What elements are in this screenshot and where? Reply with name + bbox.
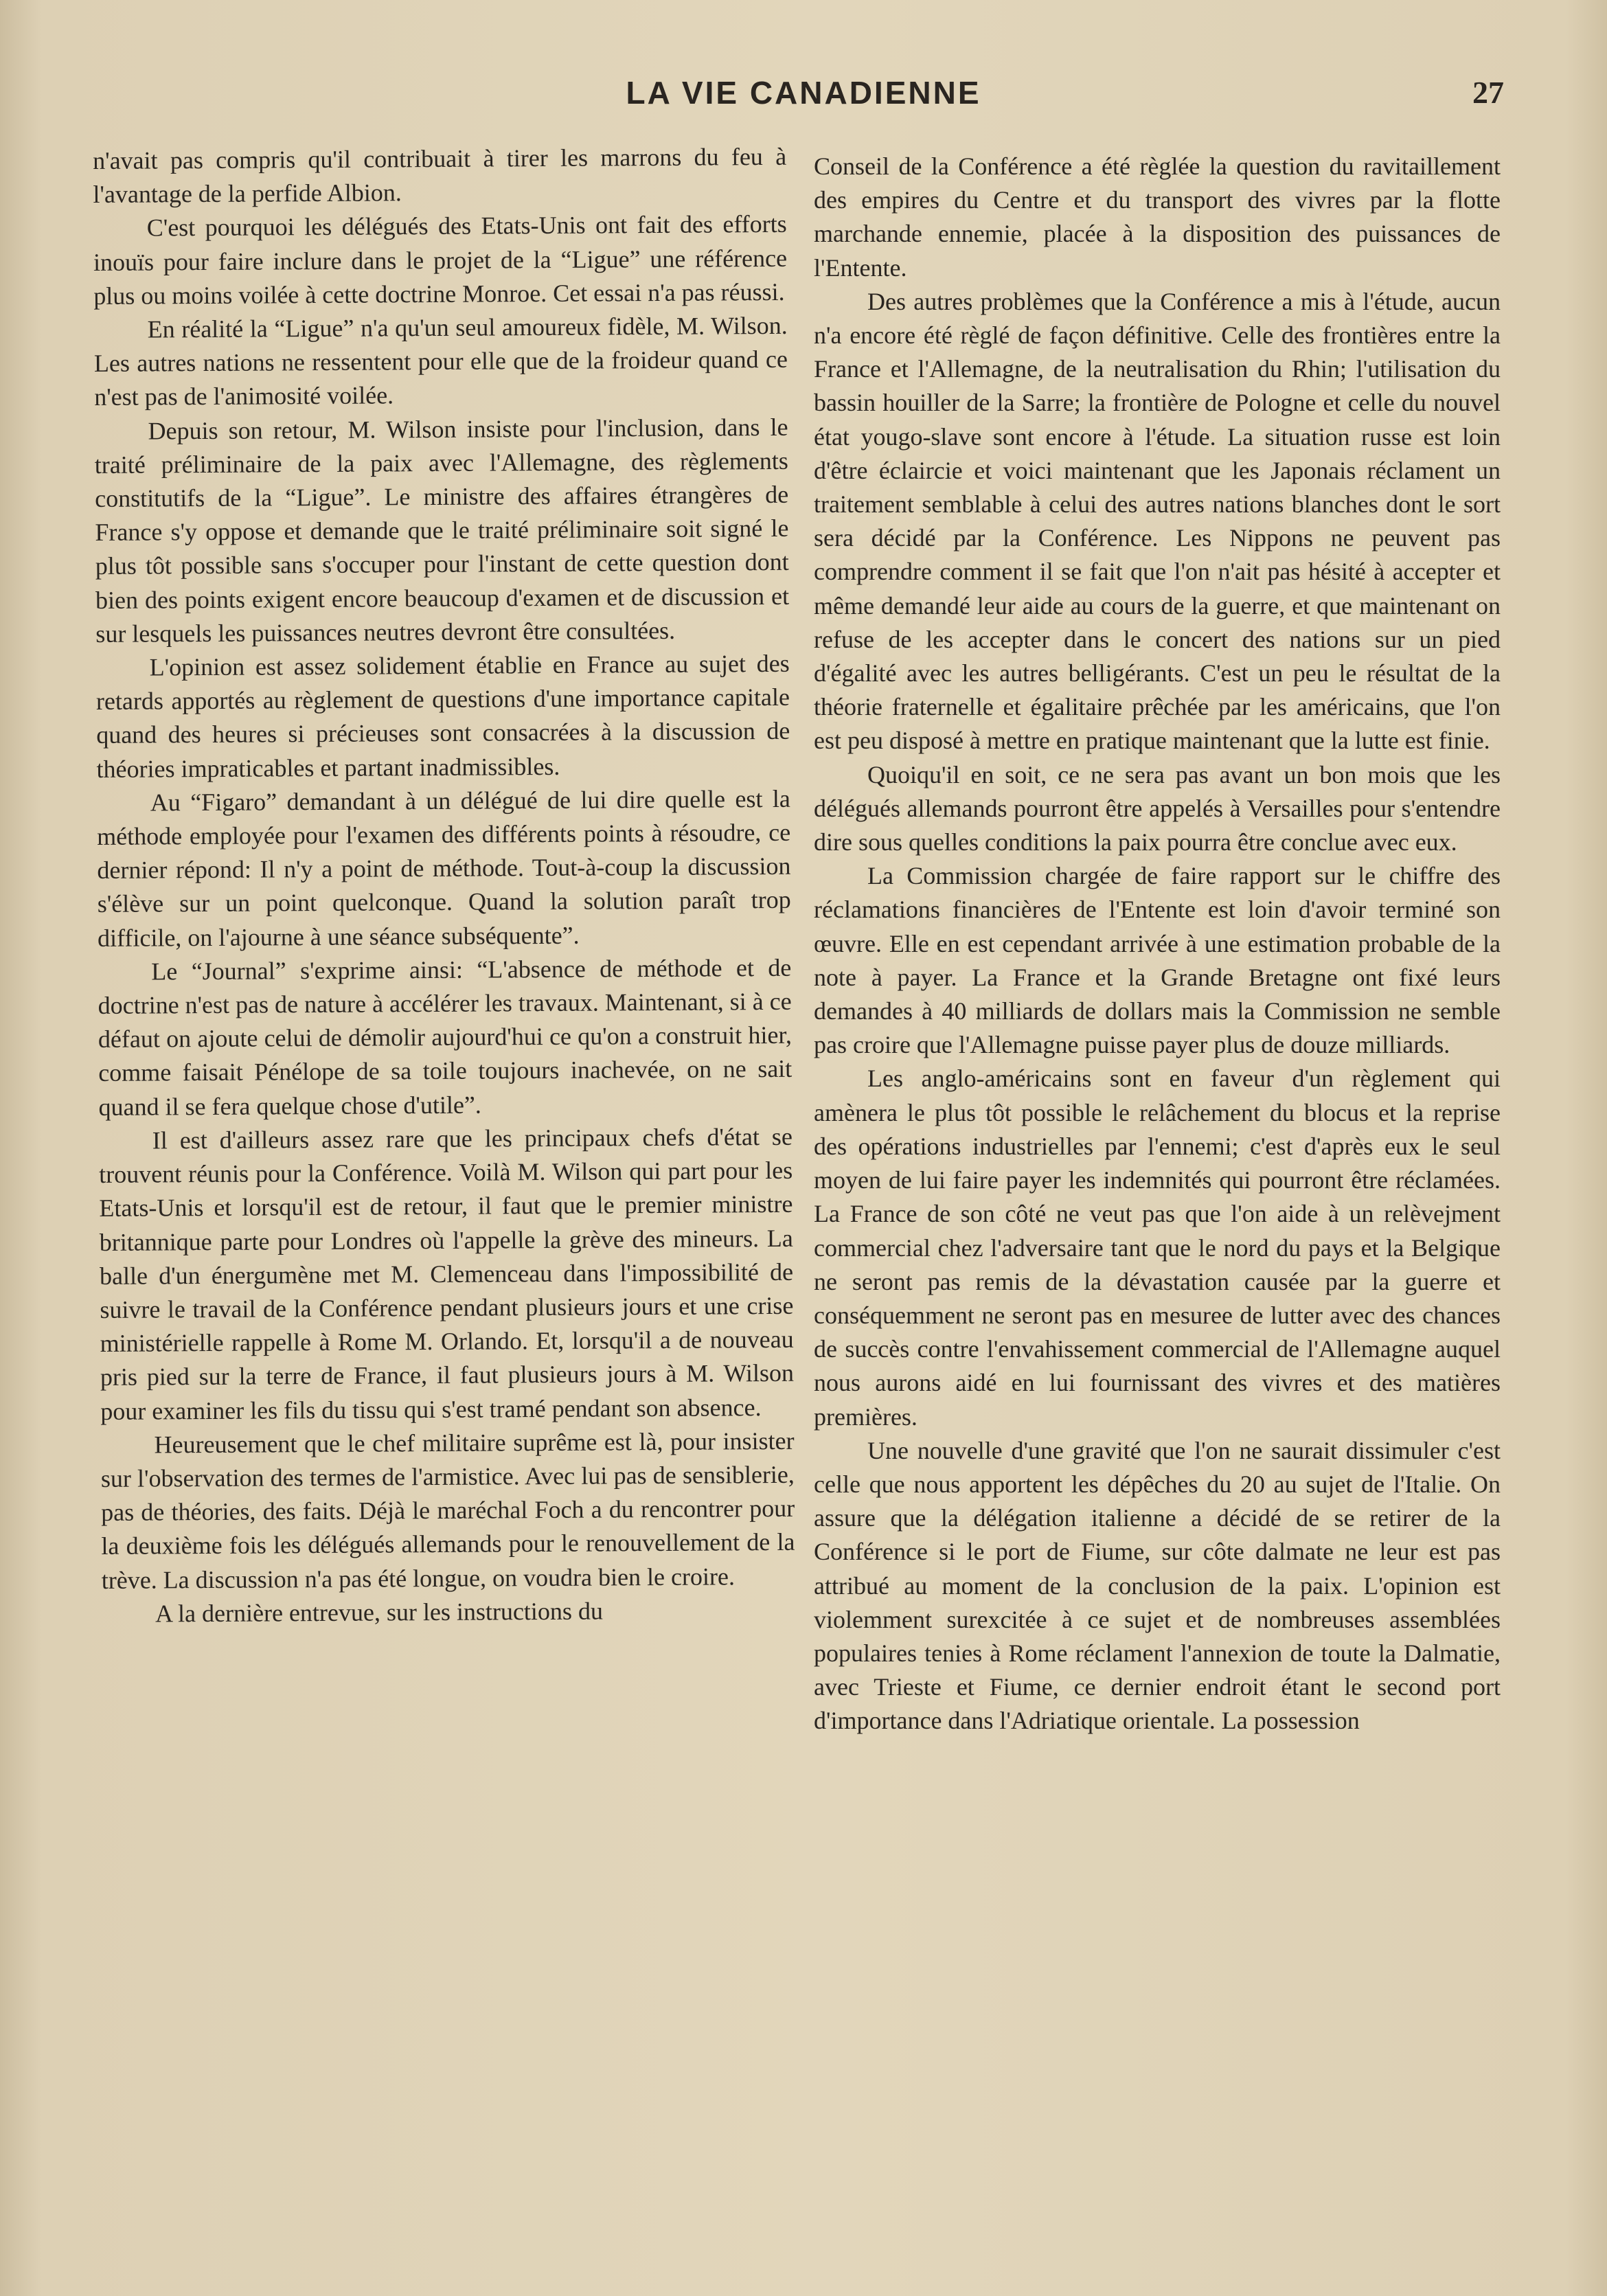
left-column xyxy=(93,140,799,2177)
right-column xyxy=(814,150,1501,2183)
paragraph: C'est pourquoi les délégués des Etats-Unis ont fait des efforts inouïs pour faire inclure dans le projet de la “Ligue” une référence plus ou moins voilée à cette doctrine Monroe. Cet essai n'a pas réussi. xyxy=(93,210,788,310)
paragraph: Au “Figaro” demandant à un délégué de lui dire quelle est la méthode employée pour l'examen des différents points à résoudre, ce dernier répond: Il n'y a point de méthode. Tout-à-coup la discussion s'élève sur un point quelconque. Quand la solution paraît trop difficile, on l'ajourne à une séance subséquente”. xyxy=(97,784,791,952)
paragraph: n'avait pas compris qu'il contribuait à tirer les marrons du feu à l'avantage de la perfide Albion. xyxy=(93,142,787,209)
paragraph: L'opinion est assez solidement établie en France au sujet des retards apportés au règlement de questions d'une importance capitale quand des heures si précieuses sont consacrées à la discussion de théories impraticables et partant inadmissibles. xyxy=(95,649,790,783)
paragraph: Une nouvelle d'une gravité que l'on ne saurait dissimuler c'est celle que nous apportent les dépêches du 20 au sujet de l'Italie. On assure que la délégation italienne a décidé de se retirer de la Conférence si le port de Fiume, sur côte dalmate ne leur est pas attribué au moment de la conclusion de la paix. L'opinion est violemment surexcitée à ce sujet et de nombreuses assemblées populaires tenies à Rome réclament l'annexion de toute la Dalmatie, avec Trieste et Fiume, ce dernier endroit étant le second port d'importance dans l'Adriatique orientale. La possession xyxy=(814,1436,1501,1735)
paragraph: Conseil de la Conférence a été règlée la question du ravitaillement des empires du Centre et du transport des vivres par la flotte marchande ennemie, placée à la disposition des puissances de l'Entente. xyxy=(814,152,1501,282)
paragraph: Les anglo-américains sont en faveur d'un règlement qui amènera le plus tôt possible le relâchement du blocus et la reprise des opérations industrielles par l'ennemi; c'est d'après eux le seul moyen de lui faire payer les indemnités qui pourront être réclamées. La France de son côté ne veut pas que l'on aide à un relèvejment commercial chez l'adversaire tant que le nord du pays et la Belgique ne seront pas remis de la dévastation causée par la guerre et conséquemment ne seront pas en mesuree de lutter avec des chances de succès contre l'envahissement commercial de l'Allemagne auquel nous aurons aidé en lui fournissant des vivres et des matières premières. xyxy=(814,1065,1501,1431)
paragraph: Depuis son retour, M. Wilson insiste pour l'inclusion, dans le traité préliminaire de la paix avec l'Allemagne, des règlements constitutifs de la “Ligue”. Le ministre des affaires étrangères de France s'y oppose et demande que le traité préliminaire soit signé le plus tôt possible sans s'occuper pour l'instant de cette question dont bien des points exigent encore beaucoup d'examen et de discussion et sur lesquels les puissances neutres devront être consultées. xyxy=(94,413,790,648)
paragraph: A la dernière entrevue, sur les instructions du xyxy=(155,1597,604,1628)
page-number: 27 xyxy=(1472,75,1504,110)
page-header xyxy=(0,74,1607,129)
paragraph: Heureusement que le chef militaire suprême est là, pour insister sur l'observation des termes de l'armistice. Avec lui pas de sensiblerie, pas de théories, des faits. Déjà le maréchal Foch a du rencontrer pour la deuxième fois les délégués allemands pour le renouvellement de la trève. La discussion n'a pas été longue, on voudra bien le croire. xyxy=(100,1427,795,1594)
running-title: LA VIE CANADIENNE xyxy=(626,75,981,111)
paragraph: Quoiqu'il en soit, ce ne sera pas avant un bon mois que les délégués allemands pourront être appelés à Versailles pour s'entendre dire sous quelles conditions la paix pourra être conclue avec eux. xyxy=(814,760,1501,856)
paragraph: Des autres problèmes que la Conférence a mis à l'étude, aucun n'a encore été règlé de façon définitive. Celle des frontières entre la France et l'Allemagne, de la neutralisation du Rhin; l'utilisation du bassin houiller de la Sarre; la frontière de Pologne et celle du nouvel état yougo-slave sont encore à l'étude. La situation russe est loin d'être éclaircie et voici maintenant que les Japonais réclament un traitement semblable à celui des autres nations blanches dont le sort sera décidé par la Conférence. Les Nippons ne peuvent pas comprendre comment il se fait que l'on n'ait pas hésité à accepter et même demandé leur aide au cours de la guerre, et que maintenant on refuse de les accepter dans le concert des nations sur un pied d'égalité avec les autres belligérants. C'est un peu le résultat de la théorie fraternelle et égalitaire prêchée par les américains, que l'on est peu disposé à mettre en pratique maintenant que la lutte est finie. xyxy=(814,287,1501,755)
paragraph: En réalité la “Ligue” n'a qu'un seul amoureux fidèle, M. Wilson. Les autres nations ne ressentent pour elle que de la froideur quand ce n'est pas de l'animosité voilée. xyxy=(93,311,788,411)
paragraph: Le “Journal” s'exprime ainsi: “L'absence de méthode et de doctrine n'est pas de nature à accélérer les travaux. Maintenant, si à ce défaut on ajoute celui de démolir aujourd'hui ce qu'on a construit hier, comme faisait Pénélope de sa toile toujours inachevée, on ne sait quand il se fera quelque chose d'utile”. xyxy=(98,953,793,1121)
paragraph: La Commission chargée de faire rapport sur le chiffre des réclamations financières de l'Entente est loin d'avoir terminé son œuvre. Elle en est cependant arrivée à une estimation probable de la note à payer. La France et la Grande Bretagne ont fixé leurs demandes à 40 milliards de dollars mais la Commission ne semble pas croire que l'Allemagne puisse payer plus de douze milliards. xyxy=(814,862,1501,1059)
paragraph: Il est d'ailleurs assez rare que les principaux chefs d'état se trouvent réunis pour la Conférence. Voilà M. Wilson qui part pour les Etats-Unis et lorsqu'il est de retour, il faut que le premier ministre britannique parte pour Londres où l'appelle la grève des mineurs. La balle d'un énergumène met M. Clemenceau dans l'impossibilité de suivre le travail de la Conférence pendant plusieurs jours et une crise ministérielle rappelle à Rome M. Orlando. Et, lorsqu'il a de nouveau pris pied sur la terre de France, il faut plusieurs jours à M. Wilson pour examiner les fils du tissu qui s'est tramé pendant son absence. xyxy=(99,1122,795,1425)
